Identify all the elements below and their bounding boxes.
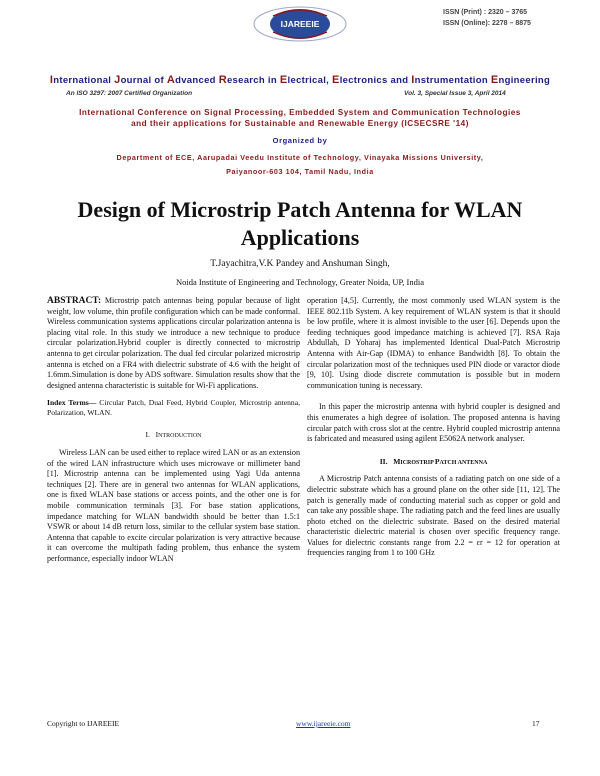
journal-name-capital: I [411,74,415,86]
journal-name-capital: A [166,74,176,86]
issn-print: ISSN (Print) : 2320 – 3765 [443,9,528,16]
conference-line-2: and their applications for Sustainable and Renewable Energy (ICSECSRE '14) [131,119,469,128]
journal-name-capital: R [218,74,227,86]
issn-block [443,7,531,29]
section-heading-microstrip: II. MICROSTRIP PATCH ANTENNA [379,456,488,466]
volume-info: Vol. 3, Special Issue 3, April 2014 [404,90,506,97]
index-terms-text: Circular Patch, Dual Feed, Hybrid Coupler, Microstrip antenna, Polarization, WLAN. [47,398,300,418]
journal-name-word: nternational [53,75,115,86]
certification: An ISO 3297: 2007 Certified Organization [66,90,193,97]
journal-name-capital: E [332,74,340,86]
footer-copyright: Copyright to IJAREEIE [47,719,120,728]
abstract-text: Microstrip patch antennas being popular because of light weight, low volume, thin profile configuration which can be made conformal. Wireless communication systems applications circular polarization antenna is placing vital role. In this study we introduce a new technique to produce circular polarization.Hybrid coupler is directly connected to microstrip antenna to get circular polarization. The dual fed circular polarized microstrip antenna is etched on a FR4 with dielectric substrate of 4.6 with the height of 1.6mm.Simulation is done by ADS software. Simulation results show that the designed antenna characteristic is suitable for Wi-Fi applications. [47,296,300,390]
organizer-department [40,151,560,179]
right-paragraph-2: In this paper the microstrip antenna with hybrid coupler is designed and this enumerates a high degree of isolation. The proposed antenna is having circular patch with cross slot at the centre. Hybrid coupled microstrip antenna is fabricated and measured using agilent E5062A network analyser. [307,402,560,444]
conference-title [40,107,560,129]
paper-title-line-2: Applications [240,225,360,250]
journal-name-word: ournal of [120,75,167,86]
section-heading-introduction: I. INTRODUCTION [145,430,202,440]
organized-by: Organized by [272,136,328,145]
issn-online: ISSN (Online): 2278 – 8875 [443,20,531,27]
authors: T.Jayachitra,V.K Pandey and Anshuman Singh, [210,259,390,269]
journal-name-capital: I [49,74,54,86]
footer-website-link[interactable]: www.ijareeie.com [296,719,351,728]
journal-name-word: ngineering [498,75,551,86]
left-column [47,296,300,564]
journal-name-capital: E [490,74,499,86]
journal-name-capital: E [279,74,288,86]
conference-line-1: International Conference on Signal Processing, Embedded System and Communication Technologies [79,108,521,117]
paper-title-line-1: Design of Microstrip Patch Antenna for WLAN [77,197,523,222]
paper-title [40,196,560,252]
journal-name-word: lectronics and [339,75,412,86]
abstract-label: ABSTRACT: [47,296,102,306]
affiliation: Noida Institute of Engineering and Technology, Greater Noida, UP, India [176,277,424,287]
journal-name-word: esearch in [226,75,280,86]
abstract [47,296,300,391]
journal-name-word: dvanced [175,75,219,86]
right-column [307,296,560,559]
introduction-paragraph: Wireless LAN can be used either to replace wired LAN or as an extension of the wired LAN infrastructure which uses microwave or millimeter band [1]. Microstrip antenna can be implemented using Yagi Uda antenna techniques [2]. There are in general two antennas for WLAN applications, one is fixed WLAN base stations or access points, and the other one is for mobile communication terminals [3]. For base station applications, impedance matching for WLAN bandwidth should be better than 1.5:1 VSWR or about 14 dB return loss, similar to the cellular system base station. Antenna that capable to excite circular polarization is very attractive because it can overcome the multipath fading problem, thus enhance the system performance, especially indoor WLAN [47,447,300,563]
right-paragraph-1: operation [4,5]. Currently, the most commonly used WLAN system is the IEEE 802.11b System. A key requirement of WLAN system is that it should be low profile, where it is almost invisible to the user [6]. Depends upon the feeding techniques good impedance matching is achieved [7]. RSA Raja Abdullah, D Yoharaj has implemented Identical Dual-Patch Microstrip Antenna with Air-Gap (IDMA) to enhance Bandwidth [8]. To obtain the circular polarization most of the techniques used PIN diode or varactor diode [9, 10]. Using diode discrete commutation is possible but in modern communication tuning is necessary. [307,296,560,390]
department-line-2: Paiyanoor-603 104, Tamil Nadu, India [226,167,374,176]
page-number: 17 [532,719,540,728]
index-terms [47,398,300,418]
journal-name [0,74,600,86]
journal-name-word: lectrical, [287,75,333,86]
journal-name-word: nstrumentation [414,75,491,86]
journal-logo [253,6,347,42]
right-paragraph-3: A Microstrip Patch antenna consists of a radiating patch on one side of a dielectric substrate which has a ground plane on the other side [11, 12]. The patch is generally made of conducting material such as copper or gold and can take any possible shape. The radiating patch and the feed lines are usually photo etched on the dielectric substrate. Based on the desired material characteristic dielectric material is chosen over specific frequency range. Values for dielectric constants range from 2.2 = εr = 12 for operation at frequencies ranging from 1 to 100 GHz [307,474,560,558]
journal-name-capital: J [114,74,121,86]
logo-text: IJAREEIE [280,19,320,29]
department-line-1: Department of ECE, Aarupadai Veedu Institute of Technology, Vinayaka Missions University, [116,153,484,162]
index-terms-label: Index Terms— [47,398,97,408]
